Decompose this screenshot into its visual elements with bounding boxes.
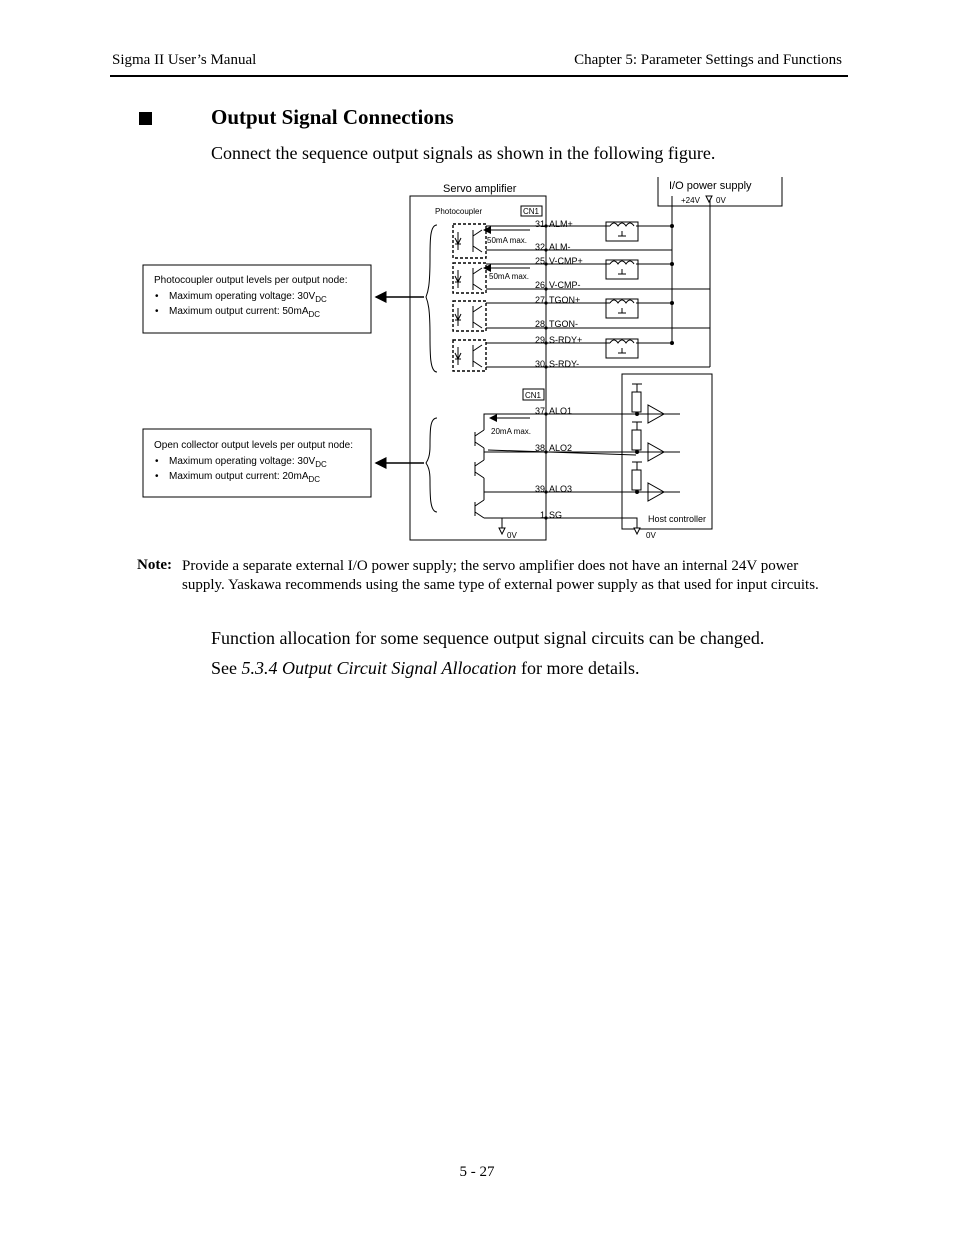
- current-50ma-label-1: 50mA max.: [487, 236, 528, 245]
- page-number: 5 - 27: [459, 1164, 495, 1180]
- photocoupler-pin-name: S-RDY-: [549, 359, 580, 369]
- photocoupler-pin-number: 27: [534, 295, 545, 305]
- open-collector-pin-name: ALO3: [549, 484, 573, 494]
- svg-text:•: •: [155, 471, 159, 482]
- svg-text:•: •: [155, 306, 159, 317]
- photocoupler-pin-number: 31: [534, 219, 545, 229]
- svg-text:•: •: [155, 456, 159, 467]
- supply-0v-label: 0V: [716, 196, 726, 205]
- open-collector-pin-number: 37: [534, 406, 545, 416]
- cn1-label-top: CN1: [523, 207, 540, 216]
- current-50ma-label-2: 50mA max.: [489, 272, 530, 281]
- open-collector-pin-number: 38: [534, 443, 545, 453]
- photo-box-heading: Photocoupler output levels per output node:: [154, 275, 348, 286]
- photocoupler-pin-number: 32: [534, 242, 545, 252]
- photo-box-current: Maximum output current: $50mA_{DC}$: [169, 306, 321, 319]
- photocoupler-pin-name: S-RDY+: [549, 335, 583, 345]
- photocoupler-pin-number: 30: [534, 359, 545, 369]
- current-20ma-label: 20mA max.: [491, 427, 532, 436]
- photocoupler-pin-name: V-CMP+: [549, 256, 583, 266]
- photocoupler-pin-number: 29: [534, 335, 545, 345]
- photocoupler-pin-name: ALM+: [549, 219, 573, 229]
- photocoupler-pin-name: TGON-: [549, 319, 578, 329]
- cross-reference-link[interactable]: 5.3.4 Output Circuit Signal Allocation: [241, 658, 517, 678]
- oc-box-voltage: Maximum operating voltage: $30V_{DC}$: [169, 456, 327, 469]
- allocation-paragraph: Function allocation for some sequence output signal circuits can be changed.: [211, 628, 765, 648]
- plus24v-label: +24V: [681, 196, 700, 205]
- output-signal-wiring-diagram: [0, 0, 954, 560]
- header-manual-title: Sigma II User’s Manual: [112, 52, 257, 68]
- open-collector-pin-name: ALO2: [549, 443, 573, 453]
- photocoupler-pin-name: ALM-: [549, 242, 571, 252]
- host-controller-label: Host controller: [648, 514, 707, 524]
- oc-box-current: Maximum output current: $20mA_{DC}$: [169, 471, 321, 484]
- open-collector-pin-name: ALO1: [549, 406, 573, 416]
- photocoupler-pin-name: V-CMP-: [549, 280, 581, 290]
- cn1-label-bottom: CN1: [525, 391, 542, 400]
- section-title: Output Signal Connections: [211, 105, 454, 129]
- header-chapter-title: Chapter 5: Parameter Settings and Functions: [574, 52, 842, 68]
- note-text: Provide a separate external I/O power supply; the servo amplifier does not have an internal 24V power supply. Yaskawa recommends using the same type of external power supply as that used for input circuits.: [182, 558, 819, 593]
- cross-reference-paragraph: See 5.3.4 Output Circuit Signal Allocation for more details.: [211, 658, 640, 678]
- svg-text:•: •: [155, 291, 159, 302]
- photocoupler-pin-number: 28: [534, 319, 545, 329]
- servo-amplifier-label: Servo amplifier: [443, 183, 517, 195]
- open-collector-pin-number: 39: [534, 484, 545, 494]
- io-power-supply-label: I/O power supply: [669, 180, 752, 192]
- photocoupler-pin-name: TGON+: [549, 295, 581, 305]
- host-0v-label: 0V: [646, 531, 656, 540]
- amp-0v-label: 0V: [507, 531, 517, 540]
- photo-box-voltage: Maximum operating voltage: $30V_{DC}$: [169, 291, 327, 304]
- section-intro: Connect the sequence output signals as shown in the following figure.: [211, 143, 716, 163]
- open-collector-pin-name: SG: [549, 510, 563, 520]
- photocoupler-pin-number: 26: [534, 280, 545, 290]
- photocoupler-label: Photocoupler: [435, 207, 483, 216]
- photocoupler-pin-number: 25: [534, 256, 545, 266]
- open-collector-pin-number: 1: [539, 510, 545, 520]
- note-label: Note:: [137, 557, 172, 573]
- oc-box-heading: Open collector output levels per output node:: [154, 440, 354, 451]
